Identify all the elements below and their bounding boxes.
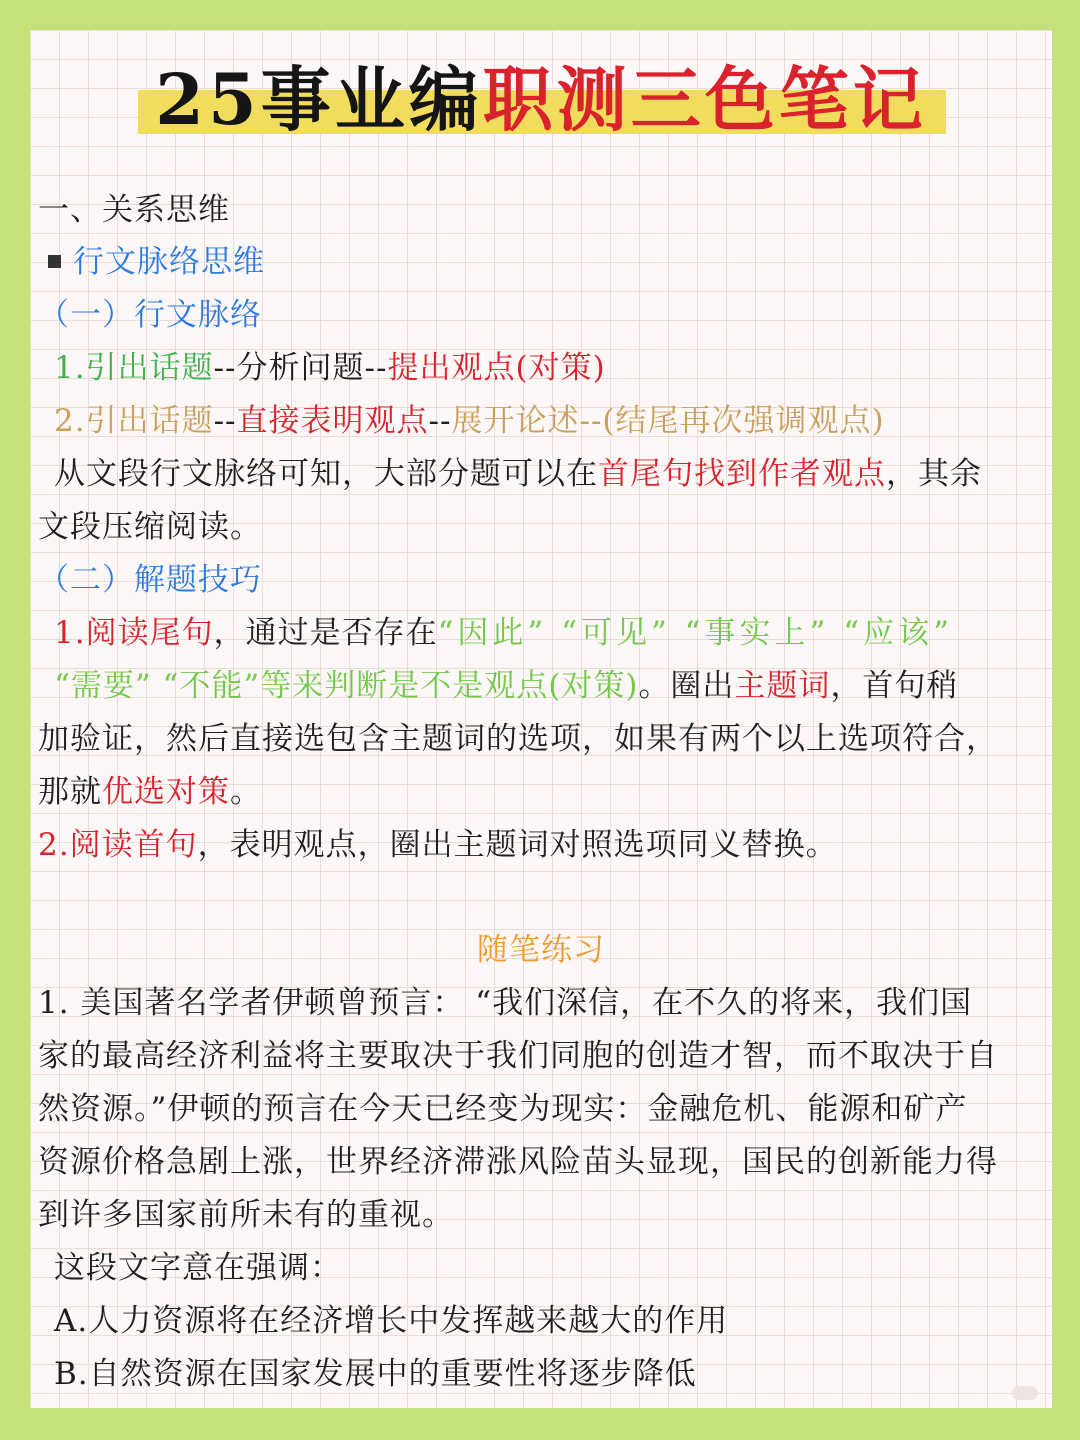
subheading-row bbox=[38, 236, 265, 288]
title-part-black: 25事业编 bbox=[155, 58, 483, 141]
question-line: 1. 美国著名学者伊顿曾预言： “我们深信，在不久的将来，我们国 bbox=[38, 985, 973, 1021]
tip-number: 2. bbox=[38, 827, 70, 863]
subheading: 行文脉络思维 bbox=[73, 244, 265, 280]
square-bullet-icon bbox=[48, 255, 61, 268]
tip-line bbox=[38, 819, 838, 871]
text: 从文段行文脉络可知，大部分题可以在 bbox=[54, 456, 598, 492]
text: ，其余 bbox=[886, 456, 982, 492]
item-sep: -- bbox=[428, 403, 452, 439]
paragraph-line: 文段压缩阅读。 bbox=[38, 509, 262, 545]
item-sep: -- bbox=[364, 350, 388, 386]
tip-title: 阅读首句 bbox=[69, 827, 198, 863]
question-line: 家的最高经济利益将主要取决于我们同胞的创造才智，而不取决于自 bbox=[38, 1038, 998, 1074]
text: ，表明观点，圈出主题词对照选项同义替换。 bbox=[197, 827, 838, 863]
text: 。圈出 bbox=[638, 668, 735, 704]
section-heading: 一、关系思维 bbox=[38, 192, 230, 228]
option-a: A.人力资源将在经济增长中发挥越来越大的作用 bbox=[54, 1303, 729, 1339]
tip-line bbox=[54, 660, 958, 712]
question-prompt: 这段文字意在强调： bbox=[54, 1250, 342, 1286]
item-sep: -- bbox=[213, 403, 237, 439]
item-step: 展开论述--(结尾再次强调观点) bbox=[451, 403, 885, 439]
question-line: 资源价格急剧上涨，世界经济滞涨风险苗头显现，国民的创新能力得 bbox=[38, 1144, 998, 1180]
item-number: 1. bbox=[54, 350, 86, 386]
item-step: 分析问题 bbox=[236, 350, 365, 386]
structure-item-2 bbox=[54, 395, 885, 447]
keyword-list: “需要” “不能”等来判断是不是观点(对策) bbox=[54, 668, 639, 704]
item-step: 引出话题 bbox=[85, 403, 214, 439]
question-line: 到许多国家前所未有的重视。 bbox=[38, 1197, 454, 1233]
keyword-list: “因此” “可见” “事实上” “应该” bbox=[437, 615, 953, 651]
highlight-text: 主题词 bbox=[734, 668, 831, 704]
notebook-page bbox=[30, 30, 1052, 1408]
tip-line: 加验证，然后直接选包含主题词的选项，如果有两个以上选项符合， bbox=[38, 721, 998, 757]
item-sep: -- bbox=[213, 350, 237, 386]
question-line: 然资源。”伊顿的预言在今天已经变为现实：金融危机、能源和矿产 bbox=[38, 1091, 968, 1127]
option-b: B.自然资源在国家发展中的重要性将逐步降低 bbox=[54, 1356, 697, 1392]
watermark-mark bbox=[1012, 1386, 1038, 1400]
text: ，通过是否存在 bbox=[213, 615, 438, 651]
highlight-text: 优选对策 bbox=[102, 774, 230, 810]
tip-title: 阅读尾句 bbox=[85, 615, 214, 651]
practice-title: 随笔练习 bbox=[477, 932, 605, 968]
paragraph-line bbox=[54, 448, 982, 500]
item-step: 提出观点(对策) bbox=[387, 350, 606, 386]
title-part-red: 职测三色笔记 bbox=[482, 58, 927, 141]
tip-number: 1. bbox=[54, 615, 86, 651]
page-title bbox=[125, 58, 957, 142]
tip-line bbox=[54, 607, 953, 659]
item-step: 直接表明观点 bbox=[236, 403, 429, 439]
highlight-text: 首尾句找到作者观点 bbox=[598, 456, 886, 492]
item-number: 2. bbox=[54, 403, 86, 439]
part2-heading: （二）解题技巧 bbox=[38, 562, 262, 598]
part1-heading: （一）行文脉络 bbox=[38, 297, 262, 333]
text: 那就 bbox=[38, 774, 102, 810]
text: ，首句稍 bbox=[830, 668, 959, 704]
item-step: 引出话题 bbox=[85, 350, 214, 386]
text: 。 bbox=[230, 774, 262, 810]
structure-item-1 bbox=[54, 342, 606, 394]
tip-line bbox=[38, 766, 262, 818]
